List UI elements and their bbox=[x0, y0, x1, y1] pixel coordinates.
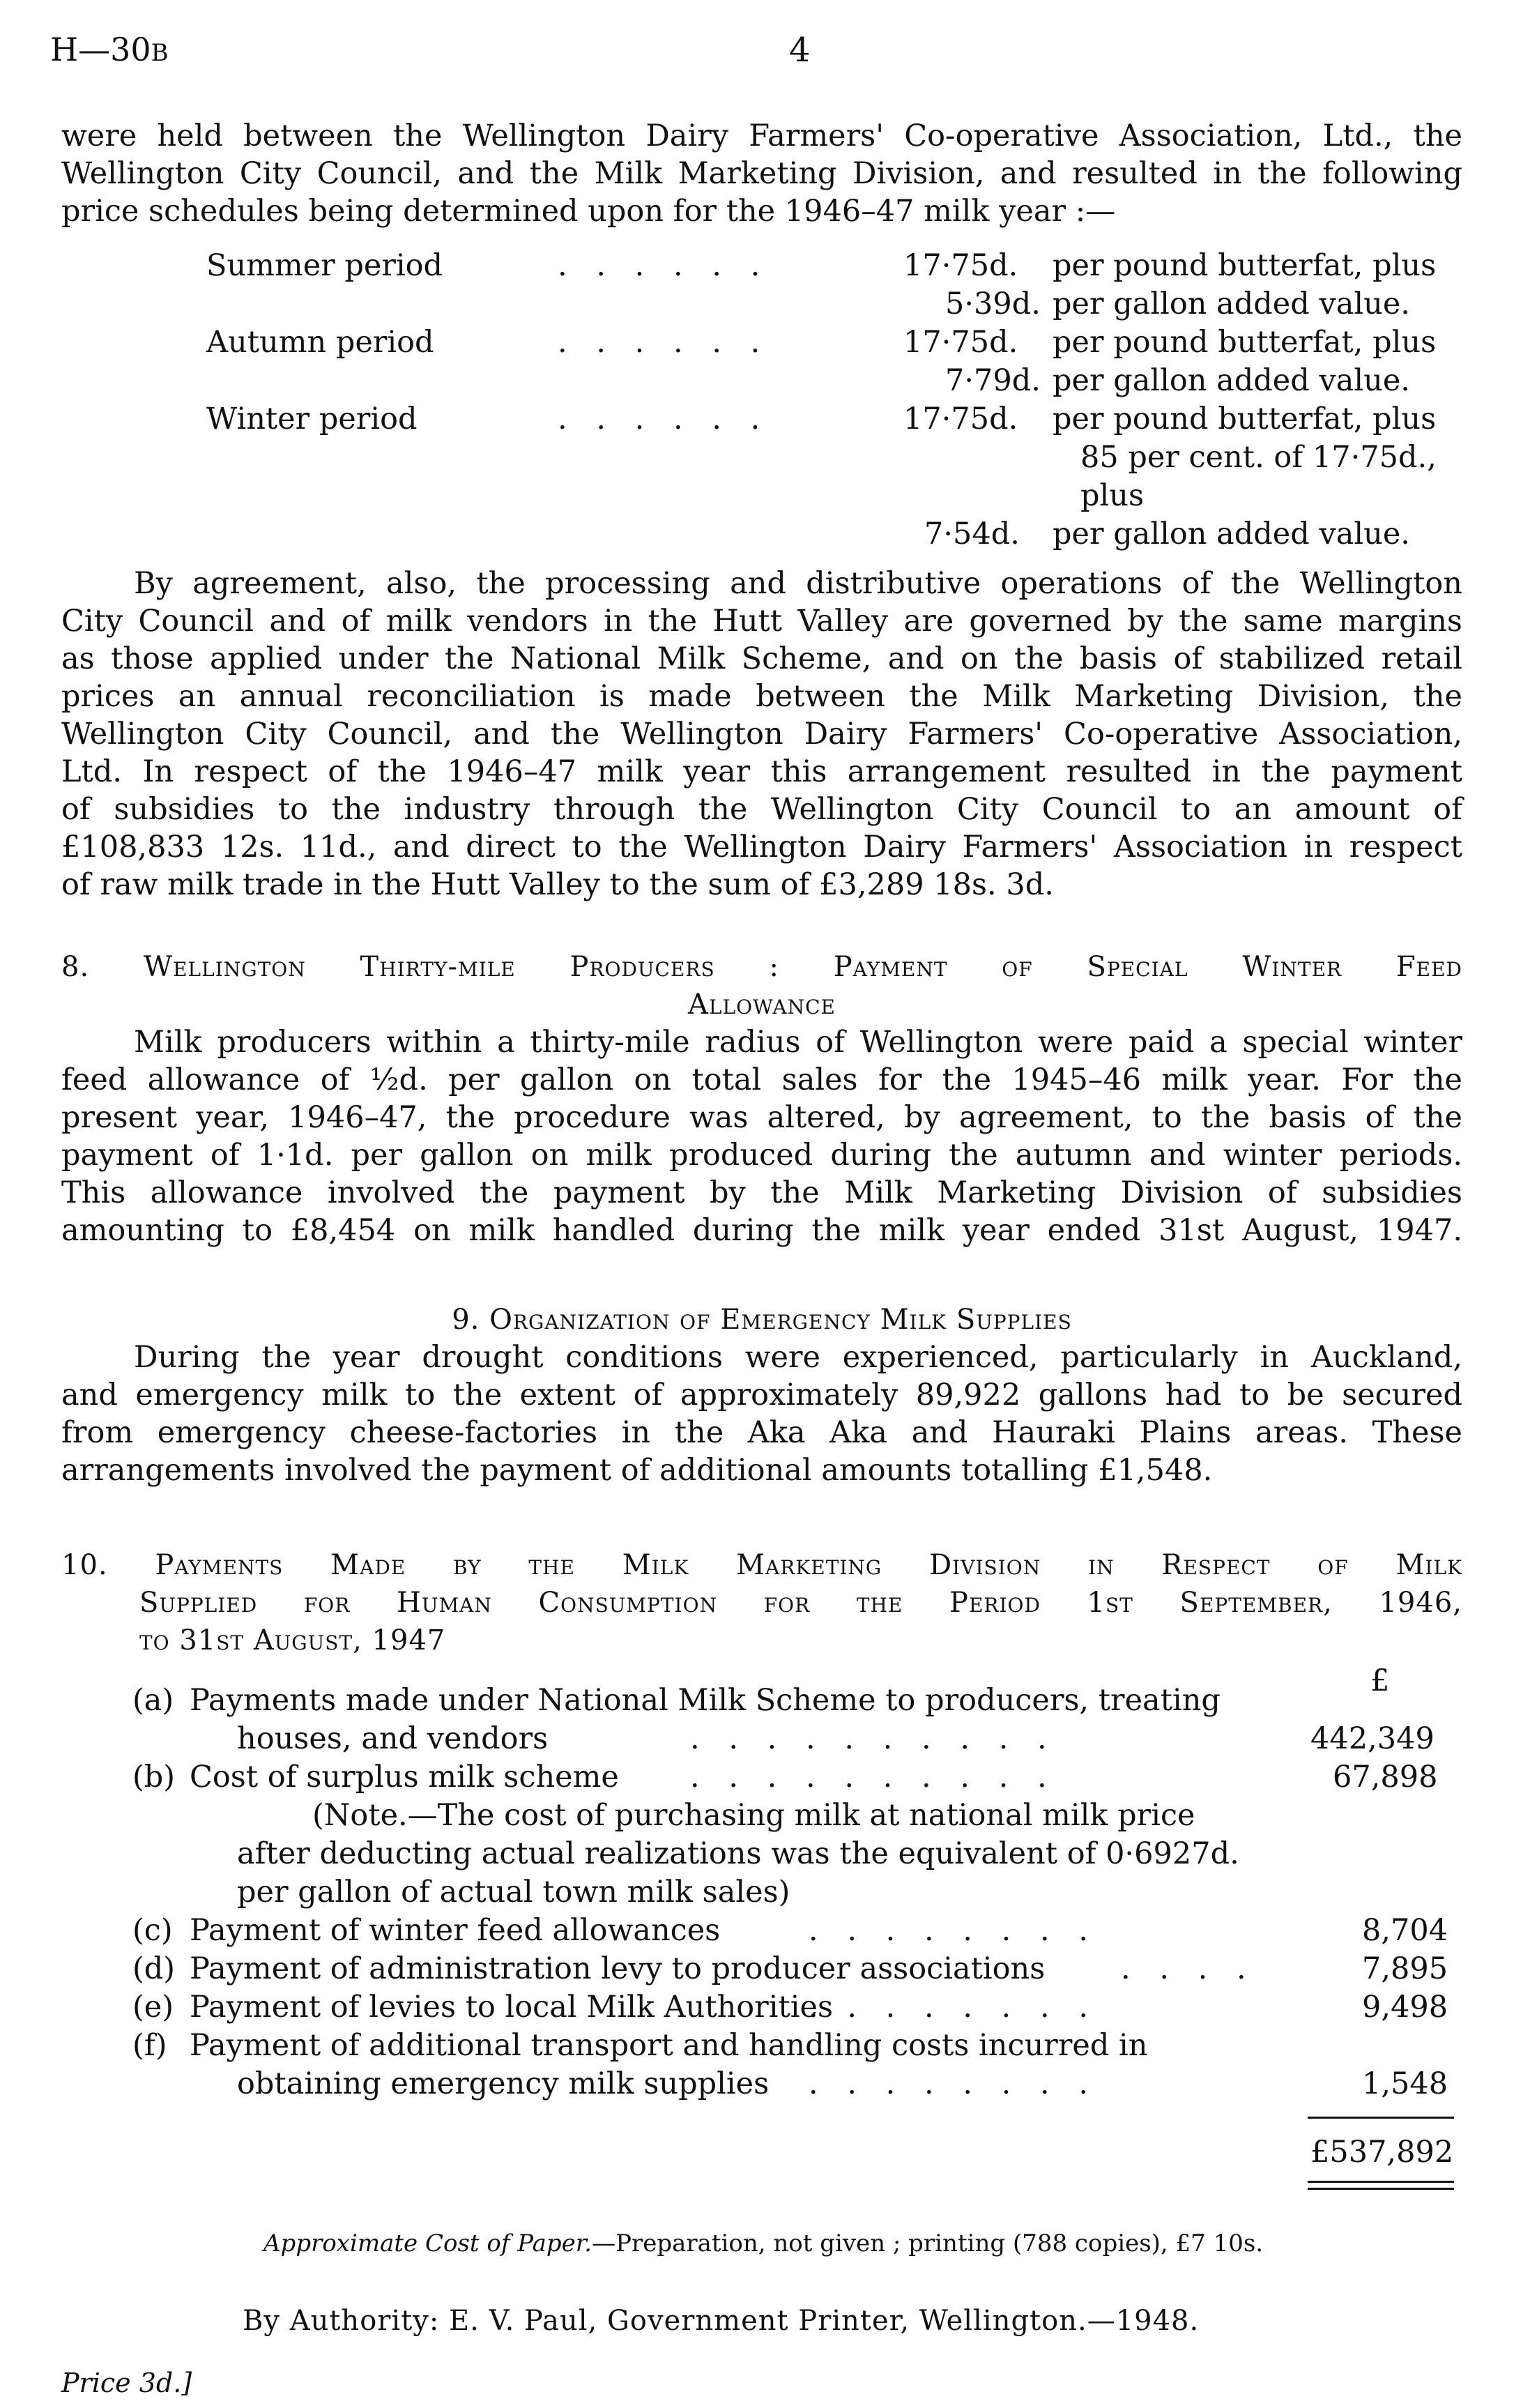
leader-dots: . . . . bbox=[1121, 1951, 1256, 1986]
item-text: Payment of administration levy to producer associations bbox=[190, 1951, 1046, 1986]
item-text-cont: houses, and vendors bbox=[237, 1721, 549, 1756]
agreement-line: By agreement, also, the processing and distributive operations of the Wellington bbox=[134, 566, 1462, 601]
leader-dots: . . . . . . . . . . bbox=[690, 1760, 1057, 1794]
item-amount: 7,895 bbox=[1362, 1951, 1448, 1986]
schedule-extra-price: 5·39d. bbox=[945, 287, 1041, 321]
section-8-line: This allowance involved the payment by the Milk Marketing Division of subsidies bbox=[61, 1175, 1462, 1210]
schedule-extra-line: 85 per cent. of 17·75d., bbox=[1080, 440, 1437, 475]
section-8-line: Milk producers within a thirty-mile radius of Wellington were paid a special winter bbox=[134, 1025, 1462, 1060]
section-9-line: arrangements involved the payment of additional amounts totalling £1,548. bbox=[61, 1453, 1213, 1488]
section-8-line: amounting to £8,454 on milk handled during the milk year ended 31st August, 1947. bbox=[61, 1213, 1462, 1248]
agreement-line: £108,833 12s. 11d., and direct to the Wellington Dairy Farmers' Association in respect bbox=[61, 830, 1462, 864]
schedule-unit: per pound butterfat, plus bbox=[1053, 325, 1437, 360]
subtotal-rule bbox=[1308, 2117, 1454, 2119]
intro-line: Wellington City Council, and the Milk Marketing Division, and resulted in the following bbox=[61, 156, 1462, 191]
note-line: (Note.—The cost of purchasing milk at national milk price bbox=[312, 1798, 1195, 1833]
schedule-extra-price: 7·79d. bbox=[945, 363, 1041, 398]
reference-main: H—30 bbox=[50, 31, 151, 68]
schedule-extra-unit: per gallon added value. bbox=[1053, 287, 1410, 321]
item-text: Payment of winter feed allowances bbox=[190, 1913, 721, 1948]
item-label: (c) bbox=[132, 1913, 173, 1948]
leader-dots: . . . . . . bbox=[558, 325, 770, 360]
item-label: (b) bbox=[132, 1760, 176, 1794]
item-text: Cost of surplus milk scheme bbox=[190, 1760, 619, 1794]
schedule-period: Summer period bbox=[206, 248, 443, 283]
cost-label: Approximate Cost of Paper. bbox=[263, 2230, 592, 2257]
agreement-last-text: raw milk trade in the Hutt Valley to the sum of £3,289 18s. 3d. bbox=[100, 867, 1054, 902]
section-8-line: payment of 1·1d. per gallon on milk produced during the autumn and winter periods. bbox=[61, 1138, 1462, 1173]
schedule-extra-unit: per gallon added value. bbox=[1053, 363, 1410, 398]
total-rule-upper bbox=[1308, 2181, 1454, 2183]
item-amount: 442,349 bbox=[1310, 1721, 1435, 1756]
agreement-line: of subsidies to the industry through the Wellington City Council to an amount of bbox=[61, 792, 1462, 827]
item-label: (a) bbox=[132, 1683, 174, 1718]
item-amount: 67,898 bbox=[1333, 1760, 1438, 1794]
item-label: (e) bbox=[132, 1990, 174, 2025]
item-label: (d) bbox=[132, 1951, 176, 1986]
cost-note bbox=[263, 2228, 1263, 2259]
section-8-line: present year, 1946–47, the procedure was altered, by agreement, to the basis of the bbox=[61, 1100, 1462, 1135]
item-text: Payments made under National Milk Scheme to producers, treating bbox=[190, 1683, 1221, 1718]
price: Price 3d.] bbox=[61, 2368, 192, 2398]
cost-text: —Preparation, not given ; printing (788 copies), £7 10s. bbox=[592, 2230, 1264, 2257]
schedule-price: 17·75d. bbox=[903, 325, 1018, 360]
section-9-line: During the year drought conditions were experienced, particularly in Auckland, bbox=[134, 1340, 1462, 1375]
intro-line: price schedules being determined upon for the 1946–47 milk year :— bbox=[61, 194, 1116, 229]
schedule-unit: per pound butterfat, plus bbox=[1053, 402, 1437, 436]
item-amount: 1,548 bbox=[1362, 2066, 1448, 2101]
item-amount: 8,704 bbox=[1362, 1913, 1448, 1948]
leader-dots: . . . . . . . . bbox=[809, 1913, 1099, 1948]
schedule-period: Winter period bbox=[206, 402, 418, 436]
intro-line: were held between the Wellington Dairy Farmers' Co-operative Association, Ltd., the bbox=[61, 119, 1462, 153]
section-8-heading: 8. Wellington Thirty-mile Producers : Payment of Special Winter Feed bbox=[61, 951, 1462, 983]
item-text: Payment of levies to local Milk Authorities bbox=[190, 1990, 834, 2025]
schedule-extra-line: plus bbox=[1080, 478, 1145, 513]
leader-dots: . . . . . . . . bbox=[809, 2066, 1099, 2101]
item-text: Payment of additional transport and handling costs incurred in bbox=[190, 2028, 1148, 2063]
schedule-period: Autumn period bbox=[206, 325, 434, 360]
schedule-extra-price: 7·54d. bbox=[924, 517, 1020, 551]
item-text-cont: obtaining emergency milk supplies bbox=[237, 2066, 770, 2101]
section-9-line: from emergency cheese-factories in the Aka Aka and Hauraki Plains areas. These bbox=[61, 1415, 1462, 1450]
note-line: per gallon of actual town milk sales) bbox=[237, 1875, 790, 1910]
section-10-heading: 10. Payments Made by the Milk Marketing Division in Respect of Milk bbox=[61, 1549, 1462, 1581]
section-8-heading-cont: Allowance bbox=[688, 989, 836, 1021]
agreement-line: as those applied under the National Milk Scheme, and on the basis of stabilized retail bbox=[61, 641, 1462, 676]
item-label: (f) bbox=[132, 2028, 167, 2063]
section-9-line: and emergency milk to the extent of approximately 89,922 gallons had to be secured bbox=[61, 1378, 1462, 1412]
schedule-price: 17·75d. bbox=[903, 402, 1018, 436]
agreement-line: prices an annual reconciliation is made between the Milk Marketing Division, the bbox=[61, 679, 1462, 714]
section-10-heading-cont: to 31st August, 1947 bbox=[139, 1624, 446, 1656]
item-amount: 9,498 bbox=[1362, 1990, 1448, 2025]
schedule-extra-unit: per gallon added value. bbox=[1053, 517, 1410, 551]
schedule-price: 17·75d. bbox=[903, 248, 1018, 283]
leader-dots: . . . . . . bbox=[558, 248, 770, 283]
leader-dots: . . . . . . bbox=[558, 402, 770, 436]
page-number: 4 bbox=[789, 31, 811, 70]
schedule-unit: per pound butterfat, plus bbox=[1053, 248, 1437, 283]
section-10-heading-cont: Supplied for Human Consumption for the Period 1st September, 1946, bbox=[139, 1587, 1462, 1619]
total-rule-lower bbox=[1308, 2188, 1454, 2190]
currency-header: £ bbox=[1370, 1663, 1390, 1698]
reference-sub: B bbox=[151, 39, 169, 67]
agreement-line: Ltd. In respect of the 1946–47 milk year this arrangement resulted in the payment bbox=[61, 754, 1462, 789]
section-8-line: feed allowance of ½d. per gallon on total sales for the 1945–46 milk year. For the bbox=[61, 1062, 1462, 1097]
total-amount: £537,892 bbox=[1310, 2135, 1454, 2170]
agreement-line: Wellington City Council, and the Wellington Dairy Farmers' Co-operative Association, bbox=[61, 717, 1462, 752]
printer-authority: By Authority: E. V. Paul, Government Printer, Wellington.—1948. bbox=[243, 2305, 1200, 2337]
section-9-heading: 9. Organization of Emergency Milk Supplies bbox=[452, 1304, 1072, 1336]
leader-dots: . . . . . . . . bbox=[809, 1990, 1099, 2025]
agreement-last-prefix: of bbox=[61, 867, 100, 902]
note-line: after deducting actual realizations was the equivalent of 0·6927d. bbox=[237, 1836, 1239, 1871]
leader-dots: . . . . . . . . . . bbox=[690, 1721, 1057, 1756]
agreement-line: City Council and of milk vendors in the Hutt Valley are governed by the same margins bbox=[61, 604, 1462, 639]
